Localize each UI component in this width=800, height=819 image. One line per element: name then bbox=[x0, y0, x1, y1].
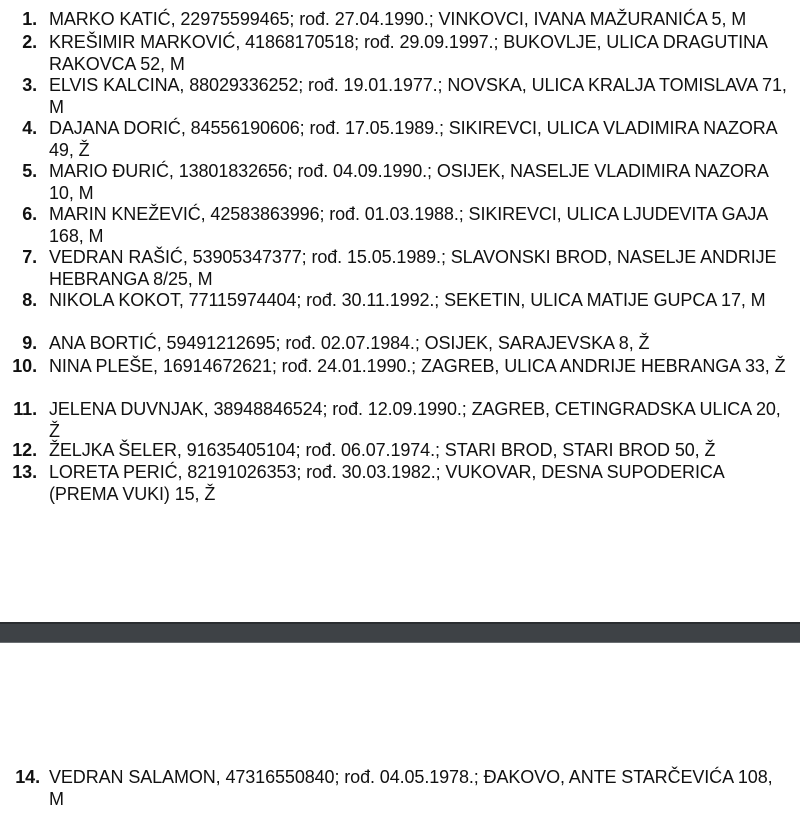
item-number: 11. bbox=[13, 399, 37, 419]
item-text: VEDRAN SALAMON, 47316550840; rođ. 04.05.1978.; ĐAKOVO, ANTE STARČEVIĆA 108, M bbox=[49, 767, 773, 809]
item-text: ELVIS KALCINA, 88029336252; rođ. 19.01.1977.; NOVSKA, ULICA KRALJA TOMISLAVA 71, M bbox=[49, 75, 787, 117]
item-number: 1. bbox=[22, 9, 37, 29]
item-number: 8. bbox=[22, 290, 37, 310]
item-text: MARKO KATIĆ, 22975599465; rođ. 27.04.1990.; VINKOVCI, IVANA MAŽURANIĆA 5, M bbox=[49, 9, 747, 29]
item-number: 14. bbox=[15, 767, 40, 787]
item-number: 5. bbox=[22, 161, 37, 181]
item-text: ANA BORTIĆ, 59491212695; rođ. 02.07.1984.; OSIJEK, SARAJEVSKA 8, Ž bbox=[49, 333, 650, 353]
item-number: 7. bbox=[22, 247, 37, 267]
item-text: MARIO ĐURIĆ, 13801832656; rođ. 04.09.1990.; OSIJEK, NASELJE VLADIMIRA NAZORA 10, M bbox=[49, 161, 768, 203]
item-number: 6. bbox=[22, 204, 37, 224]
item-text: ŽELJKA ŠELER, 91635405104; rođ. 06.07.1974.; STARI BROD, STARI BROD 50, Ž bbox=[49, 440, 716, 460]
item-text: JELENA DUVNJAK, 38948846524; rođ. 12.09.1990.; ZAGREB, CETINGRADSKA ULICA 20, Ž bbox=[49, 399, 781, 441]
item-text: DAJANA DORIĆ, 84556190606; rođ. 17.05.1989.; SIKIREVCI, ULICA VLADIMIRA NAZORA 49, Ž bbox=[49, 118, 777, 160]
item-number: 9. bbox=[22, 333, 37, 353]
item-number: 2. bbox=[22, 32, 37, 52]
page-separator bbox=[0, 622, 800, 643]
item-text: NIKOLA KOKOT, 77115974404; rođ. 30.11.1992.; SEKETIN, ULICA MATIJE GUPCA 17, M bbox=[49, 290, 766, 310]
item-number: 10. bbox=[12, 356, 37, 376]
item-number: 13. bbox=[12, 462, 37, 482]
item-text: KREŠIMIR MARKOVIĆ, 41868170518; rođ. 29.09.1997.; BUKOVLJE, ULICA DRAGUTINA RAKOVCA 52, M bbox=[49, 32, 767, 74]
item-text: NINA PLEŠE, 16914672621; rođ. 24.01.1990.; ZAGREB, ULICA ANDRIJE HEBRANGA 33, Ž bbox=[49, 356, 786, 376]
item-text: MARIN KNEŽEVIĆ, 42583863996; rođ. 01.03.1988.; SIKIREVCI, ULICA LJUDEVITA GAJA 168, M bbox=[49, 204, 768, 246]
item-number: 3. bbox=[22, 75, 37, 95]
item-number: 12. bbox=[12, 440, 37, 460]
item-text: LORETA PERIĆ, 82191026353; rođ. 30.03.1982.; VUKOVAR, DESNA SUPODERICA (PREMA VUKI) 15, Ž bbox=[49, 462, 724, 504]
next-document-page bbox=[0, 643, 800, 819]
item-text: VEDRAN RAŠIĆ, 53905347377; rođ. 15.05.1989.; SLAVONSKI BROD, NASELJE ANDRIJE HEBRANGA 8/25, M bbox=[49, 247, 777, 289]
item-number: 4. bbox=[22, 118, 37, 138]
